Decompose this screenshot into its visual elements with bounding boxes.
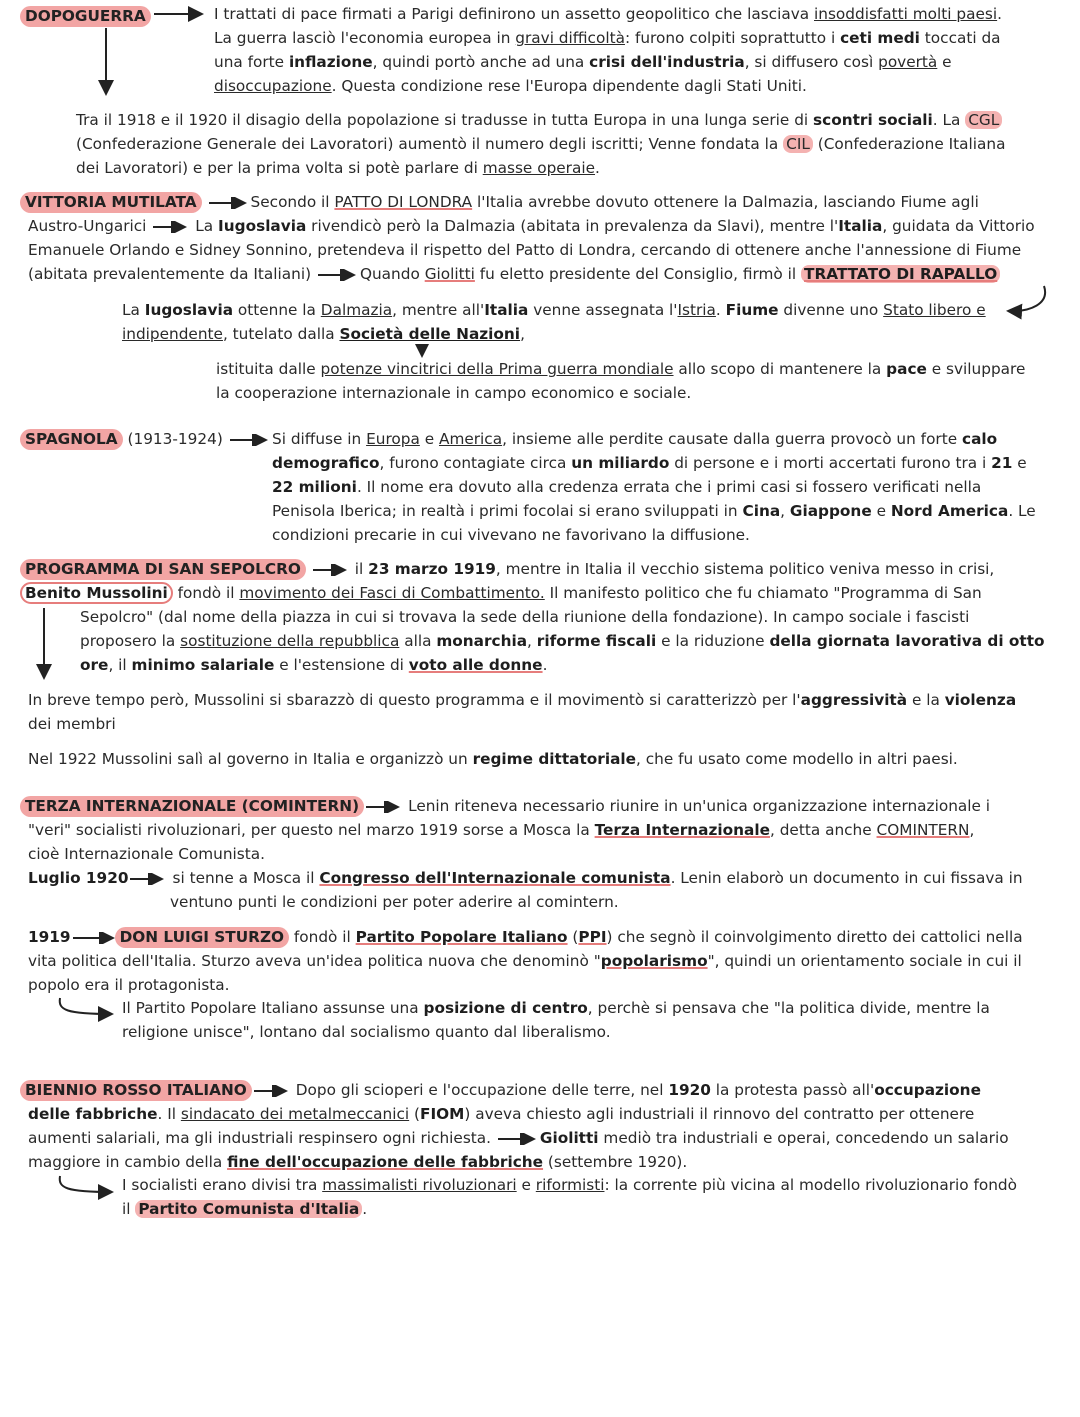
text-span: condizioni precarie in cui vivevano ne favorivano la diffusione. [272, 526, 750, 544]
text-span: Si diffuse in [272, 430, 367, 448]
text-span: toccati da [919, 29, 1001, 47]
heading-sturzo: DON LUIGI STURZO [115, 927, 289, 948]
text-span: gravi difficoltà [515, 29, 625, 47]
text-span: : la corrente più vicina al modello rivoluzionario fondò [604, 1176, 1017, 1194]
text-span: si tenne a Mosca il [172, 869, 320, 887]
text-span: . Il [157, 1105, 181, 1123]
text-span: . Questa condizione rese l'Europa dipendente dagli Stati Uniti. [331, 77, 807, 95]
text-span: Cina [742, 502, 781, 520]
section-san-sepolcro [20, 557, 1060, 605]
text-span: : furono colpiti soprattutto i [624, 29, 841, 47]
arrow-right-icon [496, 1133, 540, 1145]
heading-san-sepolcro: PROGRAMMA DI SAN SEPOLCRO [20, 559, 306, 580]
text-span: divenne uno [778, 301, 884, 319]
text-span: (abitata prevalentemente da Italiani) [28, 265, 316, 283]
text-span: Secondo il [250, 193, 335, 211]
text-span: , tutelato dalla [222, 325, 340, 343]
text-span: Dalmazia [320, 301, 393, 319]
text-span: un miliardo [571, 454, 670, 472]
mussolini-paragraph [28, 688, 1058, 736]
heading-vittoria-mutilata: VITTORIA MUTILATA [20, 192, 202, 213]
text-span: ceti medi [840, 29, 920, 47]
text-span: Sepolcro" (dal nome della piazza in cui si trovava la sede della riunione della fondazione). In campo sociale i fascisti [80, 608, 970, 626]
heading-spagnola: SPAGNOLA [20, 429, 123, 450]
text-span: aggressività [800, 691, 908, 709]
arrow-right-icon [316, 269, 360, 281]
text-span: Il Partito Popolare Italiano assunse una [122, 999, 424, 1017]
text-span: 22 milioni [272, 478, 357, 496]
text-span: Benito Mussolini [20, 582, 173, 604]
text-span: e [937, 53, 952, 71]
text-span: povertà [878, 53, 938, 71]
text-span: , si diffusero così [744, 53, 879, 71]
text-span: rivendicò però la Dalmazia (abitata in prevalenza da Slavi), mentre l' [306, 217, 839, 235]
text-span: occupazione [874, 1081, 981, 1099]
text-span: e l'estensione di [274, 656, 409, 674]
text-span: Stato libero e [883, 301, 986, 319]
text-span: potenze vincitrici della Prima guerra mondiale [320, 360, 674, 378]
text-span: , [969, 821, 975, 839]
text-span: calo [962, 430, 998, 448]
text-span: Società delle Nazioni [339, 325, 521, 343]
text-span: Italia [838, 217, 883, 235]
text-span: popolarismo [600, 952, 708, 970]
section-spagnola [20, 427, 272, 451]
text-span: Iugoslavia [144, 301, 234, 319]
text-span: religione unisce", lontano dal socialismo quanto dal liberalismo. [122, 1023, 611, 1041]
text-span: la protesta passò all' [710, 1081, 875, 1099]
text-span: fu eletto presidente del Consiglio, firmò il [474, 265, 802, 283]
text-span: Emanuele Orlando e Sidney Sonnino, pretendeva il rispetto del Patto di Londra, cercando di ottenere anche l'annessione di Fiume [28, 241, 1022, 259]
arrow-right-icon [151, 221, 195, 233]
arrow-right-icon [152, 6, 208, 22]
text-span: Penisola Iberica; in realtà i primi focolai si erano sviluppati in [272, 502, 743, 520]
text-span: 1919 [28, 928, 71, 946]
text-span: "veri" socialisti rivoluzionari, per questo nel marzo 1919 sorse a Mosca la [28, 821, 595, 839]
text-span: voto alle donne [408, 656, 543, 674]
text-span: ) che segnò il coinvolgimento diretto dei cattolici nella [606, 928, 1023, 946]
text-span: fondò il [172, 584, 240, 602]
text-span: ore [80, 656, 109, 674]
curved-arrow-icon [54, 1174, 120, 1200]
text-span: , furono contagiate circa [379, 454, 572, 472]
section-comintern [20, 794, 1060, 914]
text-span: movimento dei Fasci di Combattimento. [239, 584, 545, 602]
heading-comintern: TERZA INTERNAZIONALE (COMINTERN) [20, 796, 364, 817]
text-span: , perchè si pensava che "la politica divide, mentre la [587, 999, 990, 1017]
text-span: riforme fiscali [536, 632, 657, 650]
arrow-down-icon [36, 606, 52, 686]
text-span: Giolitti [539, 1129, 599, 1147]
text-span: e sviluppare [926, 360, 1026, 378]
text-span: . [362, 1200, 368, 1218]
text-span: allo scopo di mantenere la [673, 360, 887, 378]
text-span: Lenin riteneva necessario riunire in un'unica organizzazione internazionale i [408, 797, 991, 815]
text-span: 21 [991, 454, 1013, 472]
text-span: . [542, 656, 548, 674]
text-span: , detta anche [770, 821, 877, 839]
section-dopoguerra [20, 4, 151, 28]
arrow-right-icon [207, 197, 251, 209]
text-span: La guerra lasciò l'economia europea in [214, 29, 516, 47]
text-span: Fiume [725, 301, 779, 319]
text-span: la cooperazione internazionale in campo economico e sociale. [216, 384, 692, 402]
text-span: fine dell'occupazione delle fabbriche [227, 1153, 544, 1171]
text-span: Congresso dell'Internazionale comunista [319, 869, 671, 887]
text-span: TRATTATO DI RAPALLO [801, 265, 1000, 283]
text-span: , il [108, 656, 132, 674]
text-span: . Lenin elaborò un documento in cui fissava in [670, 869, 1023, 887]
section-vittoria-mutilata [20, 190, 1060, 286]
text-span: , [520, 325, 525, 343]
text-span: cioè Internazionale Comunista. [28, 845, 266, 863]
text-span: La [195, 217, 219, 235]
text-span: ( [409, 1105, 420, 1123]
text-span: ) aveva chiesto agli industriali il rinnovo del contratto per ottenere [464, 1105, 975, 1123]
text-span: America [438, 430, 503, 448]
heading-biennio-rosso: BIENNIO ROSSO ITALIANO [20, 1080, 252, 1101]
text-span: il [122, 1200, 136, 1218]
text-span: (settembre 1920). [543, 1153, 688, 1171]
text-span: Iugoslavia [218, 217, 307, 235]
text-span: minimo salariale [131, 656, 275, 674]
text-span: ( [567, 928, 579, 946]
text-span: CGL [965, 111, 1002, 129]
spagnola-text [272, 427, 1062, 547]
text-span: dei Lavoratori) e per la prima volta si potè parlare di [76, 159, 483, 177]
dopoguerra-text [214, 2, 1064, 98]
text-span: , [780, 502, 790, 520]
section-sturzo [28, 925, 1063, 997]
text-span: dei membri [28, 715, 116, 733]
text-span: ", quindi un orientamento sociale in cui il [707, 952, 1022, 970]
text-span: , mentre in Italia il vecchio sistema politico veniva messo in crisi, [495, 560, 995, 578]
text-span: I trattati di pace firmati a Parigi definirono un assetto geopolitico che lasciava [214, 5, 814, 23]
arrow-right-icon [364, 801, 408, 813]
text-span: . La [932, 111, 966, 129]
text-span: maggiore in cambio della [28, 1153, 228, 1171]
text-span: riformisti [535, 1176, 605, 1194]
text-span: Partito Comunista d'Italia [135, 1200, 362, 1218]
text-span: Giappone [789, 502, 872, 520]
text-span: posizione di centro [423, 999, 588, 1017]
arrow-down-icon [98, 26, 114, 102]
text-span: ventuno punti le condizioni per poter aderire al comintern. [170, 893, 619, 911]
text-span: sostituzione della repubblica [180, 632, 400, 650]
text-span: . [595, 159, 600, 177]
text-span: Partito Popolare Italiano [355, 928, 568, 946]
text-span: e [516, 1176, 536, 1194]
text-span: , che fu usato come modello in altri paesi. [636, 750, 958, 768]
curved-arrow-icon [54, 996, 120, 1022]
arrow-right-icon [128, 873, 172, 885]
text-span: insoddisfatti molti paesi [814, 5, 998, 23]
text-span: COMINTERN [876, 821, 970, 839]
biennio-result [122, 1173, 1062, 1221]
regime-paragraph [28, 747, 1058, 771]
section-biennio-rosso [20, 1078, 1060, 1174]
dopoguerra-paragraph [76, 108, 1066, 180]
text-span: vita politica dell'Italia. Sturzo aveva un'idea politica nuova che denominò " [28, 952, 601, 970]
text-span: massimalisti rivoluzionari [322, 1176, 517, 1194]
text-span: aumenti salariali, ma gli industriali respinsero ogni richiesta. [28, 1129, 496, 1147]
text-span: 1920 [668, 1081, 711, 1099]
text-span: PPI [578, 928, 607, 946]
text-span: Dopo gli scioperi e l'occupazione delle terre, nel [295, 1081, 669, 1099]
arrow-right-icon [252, 1085, 296, 1097]
text-span: l'Italia avrebbe dovuto ottenere la Dalmazia, lasciando Fiume agli [472, 193, 979, 211]
text-span: (1913-1924) [122, 430, 228, 448]
text-span: , mentre all' [392, 301, 485, 319]
text-span: La [122, 301, 145, 319]
sturzo-result [122, 996, 1052, 1044]
text-span: una forte [214, 53, 289, 71]
arrow-right-icon [228, 434, 272, 446]
text-span: proposero la [80, 632, 181, 650]
text-span: I socialisti erano divisi tra [122, 1176, 323, 1194]
san-sepolcro-text [80, 605, 1065, 677]
text-span: . [997, 5, 1002, 23]
text-span: e [871, 502, 891, 520]
text-span: (Confederazione Generale dei Lavoratori) aumentò il numero degli iscritti; Venne fondata la [76, 135, 784, 153]
text-span: disoccupazione [214, 77, 332, 95]
text-span: (Confederazione Italiana [812, 135, 1006, 153]
text-span: Giolitti [424, 265, 475, 283]
text-span: monarchia [436, 632, 528, 650]
text-span: ottenne la [233, 301, 321, 319]
text-span: FIOM [420, 1105, 465, 1123]
text-span: e la riduzione [656, 632, 770, 650]
text-span: e [419, 430, 439, 448]
text-span: crisi dell'industria [589, 53, 745, 71]
text-span: mediò tra industriali e operai, concedendo un salario [598, 1129, 1009, 1147]
text-span: e [1012, 454, 1027, 472]
text-span: Quando [359, 265, 425, 283]
rapallo-result [122, 298, 1022, 346]
text-span: inflazione [288, 53, 373, 71]
text-span: delle fabbriche [28, 1105, 158, 1123]
text-span: Il manifesto politico che fu chiamato "Programma di San [544, 584, 982, 602]
text-span: . [715, 301, 726, 319]
text-span: Tra il 1918 e il 1920 il disagio della popolazione si tradusse in tutta Europa in una lunga serie di [76, 111, 814, 129]
text-span: Nord America [890, 502, 1009, 520]
text-span: istituita dalle [216, 360, 321, 378]
text-span: , guidata da Vittorio [882, 217, 1035, 235]
text-span: fondò il [289, 928, 356, 946]
societa-nazioni-text [216, 357, 1056, 405]
text-span: . Le [1008, 502, 1036, 520]
text-span: e la [907, 691, 945, 709]
text-span: Europa [366, 430, 420, 448]
text-span: , insieme alle perdite causate dalla guerra provocò un forte [502, 430, 962, 448]
text-span: di persone e i morti accertati furono tra i [669, 454, 992, 472]
text-span: il [354, 560, 369, 578]
text-span: , quindi portò anche ad una [372, 53, 590, 71]
text-span: della giornata lavorativa di otto [769, 632, 1045, 650]
text-span: PATTO DI LONDRA [334, 193, 473, 211]
text-span: sindacato dei metalmeccanici [180, 1105, 410, 1123]
heading-dopoguerra: DOPOGUERRA [20, 6, 151, 27]
arrow-right-icon [71, 932, 115, 944]
text-span: demografico [272, 454, 380, 472]
text-span: Istria [677, 301, 716, 319]
text-span: In breve tempo però, Mussolini si sbarazzò di questo programma e il movimentò si caratterizzò per l' [28, 691, 801, 709]
text-span: indipendente [122, 325, 223, 343]
text-span: . Il nome era dovuto alla credenza errata che i primi casi si fossero verificati nella [356, 478, 982, 496]
text-span: 23 marzo 1919 [368, 560, 496, 578]
text-span: popolo era il protagonista. [28, 976, 230, 994]
text-span: violenza [944, 691, 1017, 709]
text-span: CIL [783, 135, 813, 153]
text-span: , [527, 632, 537, 650]
text-span: Nel 1922 Mussolini salì al governo in Italia e organizzò un [28, 750, 473, 768]
text-span: Italia [484, 301, 529, 319]
text-span: pace [886, 360, 927, 378]
text-span: alla [399, 632, 437, 650]
text-span: Luglio 1920 [28, 869, 129, 887]
text-span: regime dittatoriale [472, 750, 637, 768]
text-span: masse operaie [482, 159, 596, 177]
arrow-right-icon [311, 564, 355, 576]
text-span: scontri sociali [813, 111, 933, 129]
text-span: Austro-Ungarici [28, 217, 152, 235]
text-span: Terza Internazionale [594, 821, 770, 839]
text-span: venne assegnata l' [528, 301, 678, 319]
